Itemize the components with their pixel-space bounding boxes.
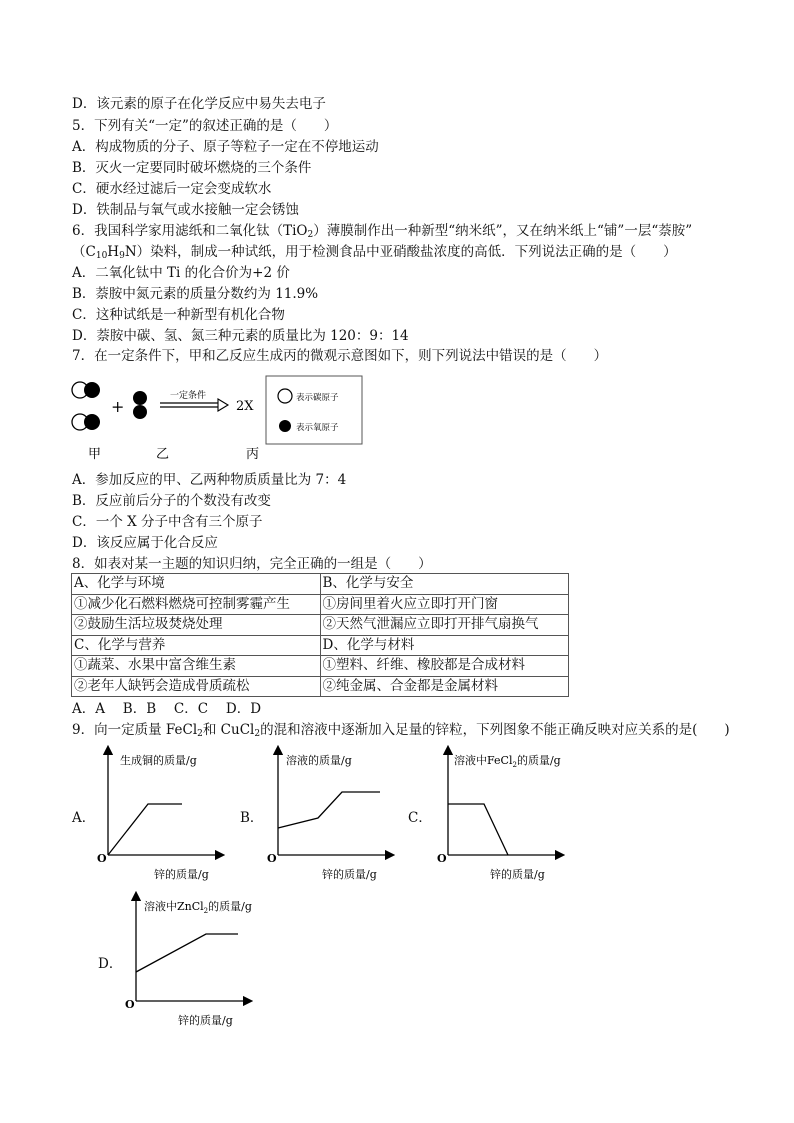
y-axis-label: 溶液中FeCl$_2$的质量/g	[454, 754, 561, 769]
graph-c	[432, 744, 580, 884]
molecule-jia-bottom	[72, 414, 100, 430]
table-row	[72, 635, 569, 656]
q6-stem-line1: 6．我国科学家用滤纸和二氧化钛（TiO$_2$）薄膜制作出一种新型“纳米纸”，又在纳米纸上“铺”一层“萘胺”	[72, 223, 693, 240]
table-cell: ①蔬菜、水果中富含维生素	[72, 656, 321, 677]
x-axis-label: 锌的质量/g	[490, 868, 545, 881]
q5-option-d: D．铁制品与氧气或水接触一定会锈蚀	[72, 202, 299, 218]
product-2x: 2X	[236, 399, 254, 414]
x-axis-label: 锌的质量/g	[178, 1014, 233, 1027]
label-jia: 甲	[88, 447, 102, 462]
q6-option-c: C．这种试纸是一种新型有机化合物	[72, 307, 285, 323]
table-row	[72, 594, 569, 615]
q5-option-c: C．硬水经过滤后一定会变成软水	[72, 181, 272, 197]
table-cell: ②纯金属、合金都是金属材料	[320, 676, 569, 697]
origin-label: O	[97, 852, 107, 865]
table-row	[72, 656, 569, 677]
legend-box	[266, 376, 362, 444]
graph-c-option-label: C．	[408, 810, 432, 826]
table-cell: ①减少化石燃料燃烧可控制雾霾产生	[72, 594, 321, 615]
reaction-condition: 一定条件	[170, 391, 207, 401]
legend-carbon-symbol	[278, 389, 292, 403]
plus-sign: +	[111, 397, 125, 416]
graph-a-option-label: A．	[72, 810, 96, 826]
q6-option-b: B．萘胺中氮元素的质量分数约为 11.9%	[72, 286, 319, 302]
q6-stem-line2: $(C_{10}H_9N)$染料，制成一种试纸，用于检测食品中亚硝酸盐浓度的高低．下列说法正确的是（ ）	[72, 244, 677, 261]
table-cell: ①房间里着火应立即打开门窗	[320, 594, 569, 615]
legend-carbon-label: 表示碳原子	[296, 393, 339, 403]
q8-options: A．A B．B C．C D．D	[72, 701, 262, 717]
graph-d	[120, 890, 268, 1030]
q6-option-d: D．萘胺中碳、氢、氮三种元素的质量比为 120：9：14	[72, 328, 409, 344]
legend-oxygen-label: 表示氧原子	[296, 423, 339, 433]
table-cell: ①塑料、纤维、橡胶都是合成材料	[320, 656, 569, 677]
table-cell: B、化学与安全	[320, 574, 569, 595]
x-axis-label: 锌的质量/g	[154, 868, 209, 881]
molecule-yi	[133, 391, 147, 419]
curve-fecl2	[448, 804, 508, 855]
table-row	[72, 676, 569, 697]
table-cell: ②天然气泄漏应立即打开排气扇换气	[320, 615, 569, 636]
q7-reaction-diagram	[68, 372, 368, 464]
label-yi: 乙	[156, 447, 170, 462]
table-cell: A、化学与环境	[72, 574, 321, 595]
y-axis-label: 生成铜的质量/g	[120, 754, 197, 767]
table-cell: C、化学与营养	[72, 635, 321, 656]
arrow-head	[218, 399, 228, 411]
q8-stem: 8．如表对某一主题的知识归纳，完全正确的一组是（ ）	[72, 556, 432, 572]
table-row	[72, 574, 569, 595]
y-axis-label: 溶液中ZnCl$_2$的质量/g	[144, 900, 252, 915]
origin-label: O	[125, 998, 135, 1011]
y-axis-label: 溶液的质量/g	[286, 754, 352, 767]
x-axis-label: 锌的质量/g	[322, 868, 377, 881]
table-cell: ②鼓励生活垃圾焚烧处理	[72, 615, 321, 636]
q9-stem: 9．向一定质量 FeCl$_2$和 CuCl$_2$的混和溶液中逐渐加入足量的锌粒，下列图象不能正确反映对应关系的是( )	[72, 722, 730, 739]
q7-option-d: D．该反应属于化合反应	[72, 535, 218, 551]
curve-solution	[278, 792, 380, 828]
q7-option-a: A．参加反应的甲、乙两种物质质量比为 7：4	[72, 472, 347, 488]
graph-a	[92, 744, 228, 884]
q5-option-b: B．灭火一定要同时破坏燃烧的三个条件	[72, 160, 312, 176]
graph-b	[262, 744, 398, 884]
graph-b-option-label: B．	[240, 810, 264, 826]
molecule-jia-top	[72, 382, 100, 398]
q5-option-a: A．构成物质的分子、原子等粒子一定在不停地运动	[72, 139, 379, 155]
q6-option-a: A．二氧化钛中 Ti 的化合价为+2 价	[72, 265, 290, 281]
origin-label: O	[437, 852, 447, 865]
q5-stem: 5．下列有关“一定”的叙述正确的是（ ）	[72, 118, 338, 134]
table-cell: ②老年人缺钙会造成骨质疏松	[72, 676, 321, 697]
q4-option-d: D．该元素的原子在化学反应中易失去电子	[72, 96, 326, 112]
q7-stem: 7．在一定条件下，甲和乙反应生成丙的微观示意图如下，则下列说法中错误的是（ ）	[72, 348, 608, 364]
curve-zncl2	[136, 934, 238, 972]
q8-knowledge-table	[71, 573, 569, 697]
table-cell: D、化学与材料	[320, 635, 569, 656]
legend-oxygen-symbol	[279, 420, 291, 432]
label-bing: 丙	[246, 447, 260, 462]
curve-copper	[108, 804, 182, 855]
q7-option-c: C．一个 X 分子中含有三个原子	[72, 514, 263, 530]
graph-d-option-label: D．	[98, 956, 123, 972]
q7-option-b: B．反应前后分子的个数没有改变	[72, 493, 271, 509]
origin-label: O	[267, 852, 277, 865]
table-row	[72, 615, 569, 636]
